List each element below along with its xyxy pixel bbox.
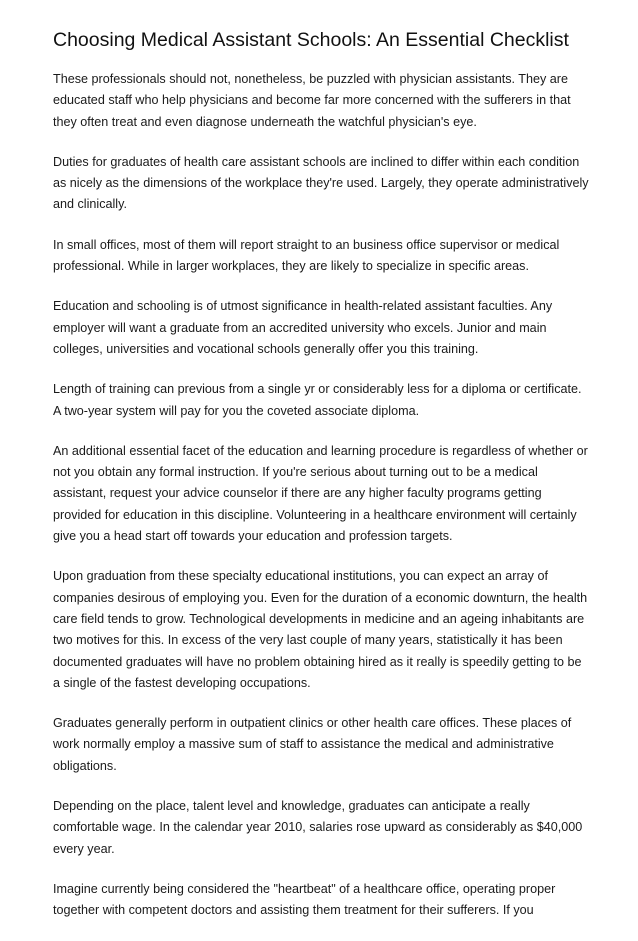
paragraph: Length of training can previous from a single yr or considerably less for a diploma or certificate. A two-year system will pay for you the coveted associate diploma. [53,382,582,418]
paragraph: Education and schooling is of utmost significance in health-related assistant faculties. Any employer will want a graduate from an accredited university who excels. Junior and main colleges, universities and vocational schools generally offer you this training. [53,299,553,356]
paragraph: Depending on the place, talent level and knowledge, graduates can anticipate a really comfortable wage. In the calendar year 2010, salaries rose upward as considerably as $40,000 every year. [53,799,583,856]
paragraph: Imagine currently being considered the "heartbeat" of a healthcare office, operating proper together with competent doctors and assisting them treatment for their sufferers. If you [53,881,556,918]
document-title: Choosing Medical Assistant Schools: An Essential Checklist [53,29,569,51]
paragraph: Duties for graduates of health care assistant schools are inclined to differ within each condition as nicely as the dimensions of the workplace they're used. Largely, they operate administratively and clinically. [53,154,589,212]
paragraph: In small offices, most of them will report straight to an business office supervisor or medical professional. While in larger workplaces, they are likely to specialize in specific areas. [53,237,560,274]
paragraph: An additional essential facet of the education and learning procedure is regardless of whether or not you obtain any formal instruction. If you're serious about turning out to be a medical assistant, request your advice counselor if there are any higher faculty programs getting provided for education in this discipline. Volunteering in a healthcare environment will certainly give you a head start off towards your education and profession targets. [53,443,588,544]
document-body [53,69,591,941]
paragraph: Graduates generally perform in outpatient clinics or other health care offices. These places of work normally employ a massive sum of staff to assistance the medical and administrative obligations. [53,716,572,773]
paragraph: These professionals should not, nonetheless, be puzzled with physician assistants. They are educated staff who help physicians and become far more concerned with the sufferers in that they often treat and even diagnose underneath the watchful physician's eye. [53,72,571,129]
paragraph: Upon graduation from these specialty educational institutions, you can expect an array of companies desirous of employing you. Even for the duration of a economic downturn, the health care field tends to grow. Technological developments in medicine and an ageing inhabitants are two motives for this. In excess of the very last couple of many years, statistically it has been documented graduates will have no problem obtaining hired as it really is speedily getting to be a single of the fastest developing occupations. [53,569,588,690]
